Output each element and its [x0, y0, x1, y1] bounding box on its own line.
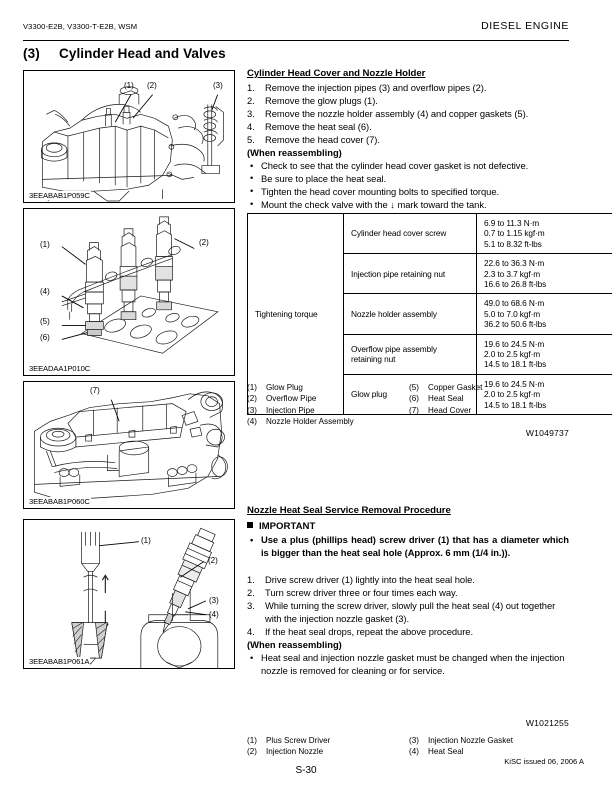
important-label: IMPORTANT: [259, 521, 316, 532]
procedure-2-important-wrap: [247, 521, 569, 532]
torque-item: Overflow pipe assembly retaining nut: [344, 334, 477, 374]
figure-panel-4: [23, 519, 235, 669]
figure-4-artwork: [24, 520, 234, 668]
footer-page-number: S-30: [295, 765, 317, 776]
header-model-line: V3300-E2B, V3300-T-E2B, WSM: [23, 22, 138, 31]
legend-number: (2): [247, 394, 257, 404]
legend-number: (6): [409, 394, 419, 404]
figure-2-callout-5: (5): [40, 317, 50, 326]
bullet-icon: •: [250, 651, 254, 663]
procedure-2-reassembling-label: (When reassembling): [247, 639, 342, 650]
legend-label: Glow Plug: [266, 383, 303, 392]
step-number: 3.: [247, 107, 255, 119]
figure-panel-3: [23, 381, 235, 509]
legend-1-right-column: [409, 382, 482, 416]
step-number: 4.: [247, 120, 255, 132]
step-number: 3.: [247, 599, 255, 611]
note-text: Mount the check valve with the ↓ mark toward the tank.: [261, 198, 487, 210]
figure-3-artwork: [24, 382, 234, 508]
note-text: Use a plus (phillips head) screw driver (1) that has a diameter which is bigger than the heat seal hole (Approx. 6 mm (1/4 in.)).: [261, 534, 569, 558]
figure-panel-1: [23, 70, 235, 203]
page-title: [23, 46, 226, 61]
torque-values: [477, 334, 612, 374]
list-item: [247, 534, 569, 560]
torque-value-nm: 22.6 to 36.3 N·m: [484, 258, 545, 269]
legend-label: Heat Seal: [428, 747, 464, 757]
header-doc-title: DIESEL ENGINE: [481, 20, 569, 32]
list-item: [247, 626, 569, 639]
torque-item: Injection pipe retaining nut: [344, 254, 477, 294]
page-header: [23, 22, 569, 41]
torque-value-ftlbs: 16.6 to 26.8 ft-lbs: [484, 279, 547, 290]
list-item: [247, 587, 569, 600]
list-item: [247, 382, 354, 393]
list-item: [247, 186, 569, 199]
list-item: [247, 108, 569, 121]
important-label-row: [247, 521, 569, 532]
legend-label: Plus Screw Driver: [266, 736, 331, 745]
procedure-2-heading-wrap: [247, 505, 569, 516]
torque-item: Nozzle holder assembly: [344, 294, 477, 334]
list-item: [247, 160, 569, 173]
figure-2-callout-6: (6): [40, 333, 50, 342]
bullet-icon: •: [250, 198, 254, 210]
legend-label: Injection Pipe: [266, 405, 315, 415]
figure-2-callout-1: (1): [40, 240, 50, 249]
drawing-number-1: W1049737: [525, 428, 569, 438]
procedure-2-heading: Nozzle Heat Seal Service Removal Procedure: [247, 505, 451, 516]
step-number: 2.: [247, 94, 255, 106]
torque-values: [477, 254, 612, 294]
bullet-icon: •: [250, 172, 254, 184]
step-number: 4.: [247, 625, 255, 637]
step-text: Remove the glow plugs (1).: [265, 94, 378, 106]
list-item: [247, 199, 569, 212]
torque-value-nm: 19.6 to 24.5 N·m: [484, 338, 545, 349]
list-item: [247, 405, 354, 416]
torque-value-kgfm: 2.0 to 2.5 kgf·m: [484, 389, 541, 400]
list-item: [247, 82, 569, 95]
figure-1-artwork: [24, 71, 234, 202]
legend-1-wnum-wrap: [247, 428, 569, 442]
list-item: [247, 574, 569, 587]
list-item: [247, 393, 354, 404]
legend-number: (3): [409, 736, 419, 745]
torque-value-kgfm: 5.0 to 7.0 kgf·m: [484, 308, 541, 319]
procedure-2-steps: [247, 574, 569, 639]
procedure-1-heading-wrap: [247, 68, 569, 79]
list-item: [409, 746, 513, 757]
step-text: Remove the injection pipes (3) and overflow pipes (2).: [265, 82, 487, 93]
list-item: [409, 393, 482, 404]
figure-4-callout-4: (4): [209, 610, 219, 619]
figure-4-callout-3: (3): [209, 596, 219, 605]
list-item: [247, 121, 569, 134]
bullet-icon: •: [250, 533, 254, 545]
torque-value-kgfm: 2.3 to 3.7 kgf·m: [484, 268, 541, 279]
step-text: Turn screw driver three or four times each way.: [265, 586, 458, 598]
figure-1-callout-2: (2): [147, 81, 157, 90]
legend-2-wnum-wrap: [247, 718, 569, 732]
procedure-1-reassembling-notes: [247, 160, 569, 212]
procedure-2-reassembling-notes: [247, 652, 569, 678]
figure-3-caption: 3EEABAB1P060C: [29, 497, 90, 506]
step-number: 2.: [247, 586, 255, 598]
torque-value-nm: 6.9 to 11.3 N·m: [484, 218, 540, 228]
legend-2-right-column: [409, 735, 513, 758]
torque-value-nm: 49.0 to 68.6 N·m: [484, 298, 545, 309]
torque-value-ftlbs: 36.2 to 50.6 ft-lbs: [484, 319, 547, 330]
figure-4-caption: 3EEABAB1P061A: [29, 657, 90, 666]
torque-value-ftlbs: 14.5 to 18.1 ft-lbs: [484, 399, 547, 410]
list-item: [409, 405, 482, 416]
figure-1-caption: 3EEABAB1P059C: [29, 191, 90, 200]
legend-number: (2): [247, 747, 257, 757]
legend-label: Injection Nozzle Gasket: [428, 736, 514, 745]
figure-4-callout-1: (1): [141, 536, 151, 545]
section-title-text: Cylinder Head and Valves: [59, 46, 226, 61]
note-text: Tighten the head cover mounting bolts to specified torque.: [261, 185, 500, 197]
figure-2-artwork: [24, 209, 234, 375]
legend-label: Head Cover: [428, 405, 472, 415]
legend-label: Copper Gasket: [428, 383, 483, 392]
list-item: [247, 652, 569, 678]
step-text: Remove the nozzle holder assembly (4) and copper gaskets (5).: [265, 107, 529, 119]
figure-1-callout-3: (3): [213, 81, 223, 90]
note-text: Heat seal and injection nozzle gasket must be changed when the injection nozzle is removed for cleaning or for service.: [261, 652, 565, 676]
torque-value-kgfm: 2.0 to 2.5 kgf·m: [484, 349, 541, 360]
bullet-icon: •: [250, 159, 254, 171]
step-number: 5.: [247, 133, 255, 145]
table-row: [248, 214, 612, 254]
torque-value-kgfm: 0.7 to 1.15 kgf·m: [484, 228, 545, 239]
important-square-icon: [247, 522, 253, 528]
step-text: Remove the head cover (7).: [265, 133, 380, 145]
torque-value-nm: 19.6 to 24.5 N·m: [484, 378, 545, 389]
step-text: While turning the screw driver, slowly pull the heat seal (4) out together with the injection nozzle gasket (3).: [265, 599, 556, 624]
figure-2-callout-4: (4): [40, 287, 50, 296]
legend-number: (7): [409, 405, 419, 415]
step-number: 1.: [247, 82, 255, 93]
figure-3-callout-7: (7): [90, 386, 100, 395]
figure-1-callout-1: (1): [124, 81, 134, 90]
section-number: (3): [23, 46, 40, 61]
legend-label: Nozzle Holder Assembly: [266, 417, 354, 427]
note-text: Check to see that the cylinder head cover gasket is not defective.: [261, 160, 529, 171]
torque-values: [477, 294, 612, 334]
torque-value-ftlbs: 5.1 to 8.32 ft-lbs: [484, 238, 542, 249]
legend-2-left-column: [247, 735, 330, 758]
list-item: [409, 735, 513, 746]
torque-values: [477, 214, 612, 254]
procedure-1-heading: Cylinder Head Cover and Nozzle Holder: [247, 68, 426, 79]
legend-number: (4): [247, 417, 257, 427]
legend-1-left-column: [247, 382, 354, 428]
step-text: Remove the heat seal (6).: [265, 120, 372, 132]
drawing-number-2: W1021255: [525, 718, 569, 728]
step-text: If the heat seal drops, repeat the above procedure.: [265, 625, 474, 637]
footer-issue-note: KiSC issued 06, 2006 A: [504, 757, 584, 766]
list-item: [247, 416, 354, 427]
legend-label: Heat Seal: [428, 394, 464, 404]
figure-2-callout-2: (2): [199, 238, 209, 247]
list-item: [247, 600, 569, 626]
list-item: [247, 746, 330, 757]
torque-item: Cylinder head cover screw: [344, 214, 477, 254]
legend-label: Overflow Pipe: [266, 394, 317, 404]
bullet-icon: •: [250, 185, 254, 197]
torque-item: Glow plug: [344, 374, 477, 414]
procedure-1-reassembling-label: (When reassembling): [247, 147, 342, 158]
procedure-1-steps: [247, 82, 569, 147]
procedure-1-reassembling-label-wrap: [247, 147, 569, 158]
list-item: [247, 95, 569, 108]
procedure-2-important-notes: [247, 534, 569, 560]
legend-number: (1): [247, 736, 257, 745]
procedure-2-reassembling-label-wrap: [247, 639, 569, 650]
legend-number: (4): [409, 747, 419, 757]
figure-4-callout-2: (2): [208, 556, 218, 565]
legend-number: (3): [247, 405, 257, 415]
figure-panel-2: [23, 208, 235, 376]
torque-value-ftlbs: 14.5 to 18.1 ft-lbs: [484, 359, 547, 370]
step-number: 1.: [247, 574, 255, 585]
list-item: [409, 382, 482, 393]
list-item: [247, 134, 569, 147]
legend-number: (1): [247, 383, 257, 392]
list-item: [247, 735, 330, 746]
step-text: Drive screw driver (1) lightly into the heat seal hole.: [265, 574, 475, 585]
legend-1: [247, 382, 569, 432]
note-text: Be sure to place the heat seal.: [261, 172, 387, 184]
list-item: [247, 173, 569, 186]
torque-row-label: Tightening torque: [248, 214, 344, 415]
legend-label: Injection Nozzle: [266, 747, 324, 757]
legend-number: (5): [409, 383, 419, 392]
figure-2-caption: 3EEADAA1P010C: [29, 364, 91, 373]
